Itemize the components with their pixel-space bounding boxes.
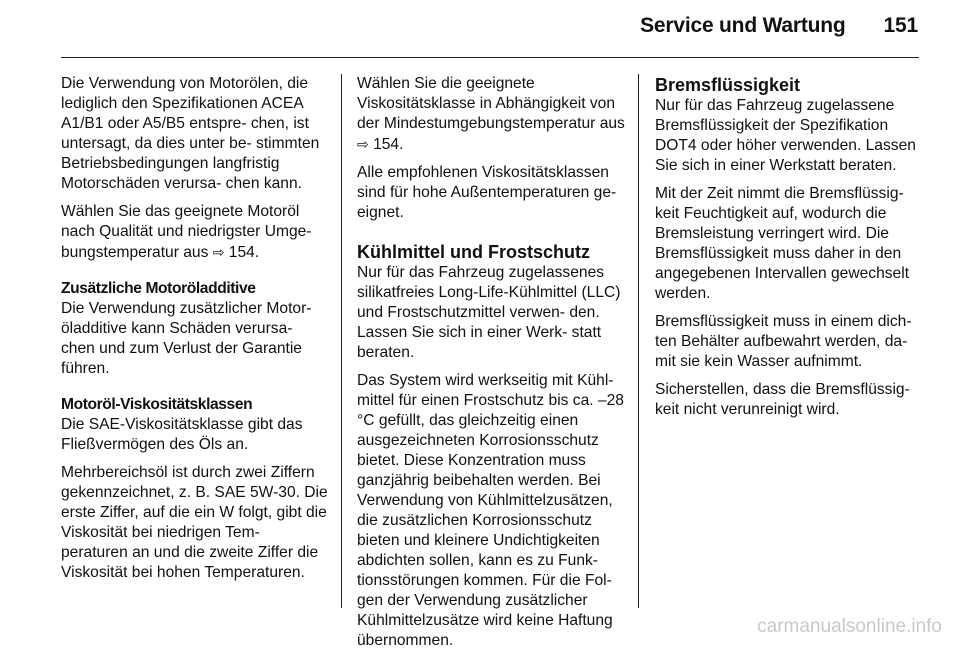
column-divider-2	[638, 74, 639, 608]
page-number: 151	[883, 14, 918, 37]
section-heading: Motoröl-Viskositätsklassen	[61, 396, 253, 413]
paragraph: Die Verwendung zusätzlicher Motor- öladditive kann Schäden verursa- chen und zum Verlust der Garantie führen.	[61, 300, 312, 377]
paragraph: Die SAE-Viskositätsklasse gibt das Fließvermögen des Öls an.	[61, 416, 303, 453]
section-heading: Zusätzliche Motoröladditive	[61, 280, 256, 297]
header-rule	[61, 57, 919, 58]
page-reference-arrow-icon: ⇨	[357, 136, 369, 152]
paragraph: Bremsflüssigkeit muss in einem dich- ten Behälter aufbewahrt werden, da- mit sie kein Wasser aufnimmt.	[655, 313, 912, 370]
column-divider-1	[341, 74, 342, 608]
page-reference-arrow-icon: ⇨	[212, 244, 225, 260]
column-1	[61, 74, 329, 591]
page-header	[640, 14, 918, 38]
paragraph: Nur für das Fahrzeug zugelassenes silikatfreies Long-Life-Kühlmittel (LLC) und Frostschutzmittel verwen- den. Lassen Sie sich in einer Werk- statt beraten.	[357, 264, 621, 361]
column-2	[357, 74, 627, 659]
paragraph: Das System wird werkseitig mit Kühl- mittel für einen Frostschutz bis ca. –28 °C gefüllt, das gleichzeitig einen ausgezeichneten Korrosionsschutz bietet. Diese Konzentration muss ganzjährig beibehalten werden. Bei Verwendung von Kühlmittelzusätzen, die zusätzlichen Korrosionsschutz bieten und kleinere Undichtigkeiten abdichten sollen, kann es zu Funk- tionsstörungen kommen. Für die Fol- gen der Verwendung zusätzlicher Kühlmittelzusätze wird keine Haftung übernommen.	[357, 372, 624, 649]
watermark: carmanualsonline.info	[757, 616, 942, 637]
paragraph: Die Verwendung von Motorölen, die lediglich den Spezifikationen ACEA A1/B1 oder A5/B5 entspre- chen, ist untersagt, da dies unter be- stimmten Betriebsbedingungen langfristig Motorschäden verursa- chen kann.	[61, 75, 320, 192]
paragraph: Alle empfohlenen Viskositätsklassen sind für hohe Außentemperaturen ge- eignet.	[357, 164, 617, 221]
page-reference[interactable]: 154.	[373, 136, 404, 153]
column-3	[655, 74, 925, 428]
paragraph: Sicherstellen, dass die Bremsflüssig- keit nicht verunreinigt wird.	[655, 381, 910, 418]
paragraph: Wählen Sie das geeignete Motoröl nach Qualität und niedrigster Umge- bungstemperatur aus ⇨ 154.	[61, 203, 312, 261]
page-reference[interactable]: 154.	[228, 244, 260, 261]
section-heading: Kühlmittel und Frostschutz	[357, 242, 590, 262]
paragraph: Mehrbereichsöl ist durch zwei Ziffern gekennzeichnet, z. B. SAE 5W-30. Die erste Ziffer, auf die ein W folgt, gibt die Viskosität bei niedrigen Tem- peraturen an und die zweite Ziffer die Viskosität bei hohen Temperaturen.	[61, 464, 328, 581]
section-heading: Bremsflüssigkeit	[655, 75, 801, 95]
paragraph: Wählen Sie die geeignete Viskositätsklasse in Abhängigkeit von der Mindestumgebungstemperatur aus ⇨ 154.	[357, 75, 625, 153]
paragraph: Mit der Zeit nimmt die Bremsflüssig- keit Feuchtigkeit auf, wodurch die Bremsleistung verringert wird. Die Bremsflüssigkeit muss daher in den angegebenen Intervallen gewechselt werden.	[655, 185, 910, 302]
page-title: Service und Wartung	[640, 14, 846, 37]
paragraph: Nur für das Fahrzeug zugelassene Bremsflüssigkeit der Spezifikation DOT4 oder höher verwenden. Lassen Sie sich in einer Werkstatt beraten.	[655, 97, 916, 174]
